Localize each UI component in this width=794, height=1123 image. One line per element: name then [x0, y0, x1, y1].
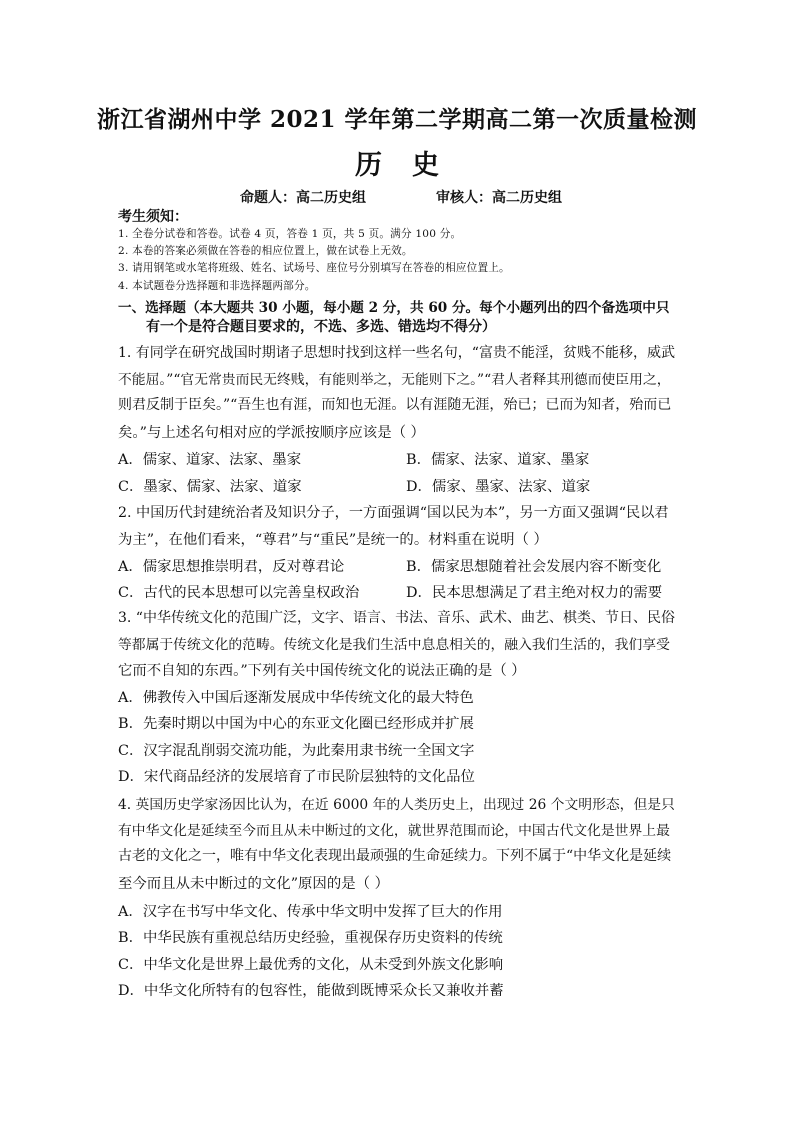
question-4-line: 古老的文化之一，唯有中华文化表现出最顽强的生命延续力。下列不属于“中华文化是延续	[118, 848, 672, 864]
question-1-option-b: B．儒家、法家、道家、墨家	[406, 452, 590, 468]
section-heading-cont: 有一个是符合题目要求的，不选、多选、错选均不得分）	[146, 319, 496, 335]
notice-item: 2. 本卷的答案必须做在答卷的相应位置上，做在试卷上无效。	[118, 245, 413, 257]
question-4-option-d: D．中华文化所特有的包容性，能做到既博采众长又兼收并蓄	[118, 983, 504, 999]
question-3-option-c: C．汉字混乱削弱交流功能，为此秦用隶书统一全国文字	[118, 743, 475, 759]
setter-label: 命题人：高二历史组	[240, 190, 366, 206]
notice-heading: 考生须知：	[118, 209, 188, 225]
question-4-option-b: B．中华民族有重视总结历史经验，重视保存历史资料的传统	[118, 930, 503, 946]
notice-item: 4. 本试题卷分选择题和非选择题两部分。	[118, 280, 316, 292]
question-2-option-d: D．民本思想满足了君主绝对权力的需要	[406, 585, 663, 601]
question-2-option-a: A．儒家思想推崇明君，反对尊君论	[118, 559, 345, 575]
notice-item: 1. 全卷分试卷和答卷。试卷 4 页，答卷 1 页，共 5 页。满分 100 分。	[118, 228, 462, 240]
question-3-line: 3. “中华传统文化的范围广泛，文字、语言、书法、音乐、武术、曲艺、棋类、节日、民俗	[118, 610, 675, 626]
question-4-line: 至今而且从未中断过的文化”原因的是（ ）	[118, 876, 389, 892]
question-1-line: 不能屈。”“官无常贵而民无终贱，有能则举之，无能则下之。”“君人者释其刑德而使臣用之，	[118, 372, 671, 388]
question-2-line: 2. 中国历代封建统治者及知识分子，一方面强调“国以民为本”，另一方面又强调“民以君	[118, 505, 669, 521]
question-2-line: 为主”，在他们看来，“尊君”与“重民”是统一的。材料重在说明（ ）	[118, 532, 548, 548]
section-heading: 一、选择题（本大题共 30 小题，每小题 2 分，共 60 分。每个小题列出的四个备选项中只	[118, 300, 670, 316]
question-4-option-a: A．汉字在书写中华文化、传承中华文明中发挥了巨大的作用	[118, 904, 503, 920]
question-4-line: 4. 英国历史学家汤因比认为，在近 6000 年的人类历史上，出现过 26 个文明形态，但是只	[118, 797, 675, 813]
question-3-option-a: A．佛教传入中国后逐渐发展成中华传统文化的最大特色	[118, 690, 474, 706]
question-1-option-a: A．儒家、道家、法家、墨家	[118, 452, 302, 468]
question-1-option-c: C．墨家、儒家、法家、道家	[118, 479, 302, 495]
question-2-option-c: C．古代的民本思想可以完善皇权政治	[118, 585, 360, 601]
subject-title: 历史	[355, 150, 469, 181]
question-3-option-d: D．宋代商品经济的发展培育了市民阶层独特的文化品位	[118, 769, 475, 785]
notice-item: 3. 请用钢笔或水笔将班级、姓名、试场号、座位号分别填写在答卷的相应位置上。	[118, 262, 510, 274]
exam-title: 浙江省湖州中学 2021 学年第二学期高二第一次质量检测	[96, 106, 698, 133]
question-3-line: 等都属于传统文化的范畴。传统文化是我们生活中息息相关的，融入我们生活的，我们享受	[118, 637, 670, 653]
question-4-line: 有中华文化是延续至今而且从未中断过的文化，就世界范围而论，中国古代文化是世界上最	[118, 823, 670, 839]
question-1-option-d: D．儒家、墨家、法家、道家	[406, 479, 591, 495]
question-4-option-c: C．中华文化是世界上最优秀的文化，从未受到外族文化影响	[118, 957, 504, 973]
question-1-line: 则君反制于臣矣。”“吾生也有涯，而知也无涯。以有涯随无涯，殆已；已而为知者，殆而已	[118, 397, 672, 413]
question-3-line: 它而不自知的东西。”下列有关中国传统文化的说法正确的是（ ）	[118, 663, 526, 679]
reviewer-label: 审核人：高二历史组	[436, 190, 562, 206]
question-1-line: 矣。”与上述名句相对应的学派按顺序应该是（ ）	[118, 425, 425, 441]
question-2-option-b: B．儒家思想随着社会发展内容不断变化	[406, 559, 662, 575]
question-3-option-b: B．先秦时期以中国为中心的东亚文化圈已经形成并扩展	[118, 716, 474, 732]
question-1-line: 1. 有同学在研究战国时期诸子思想时找到这样一些名句，“富贵不能淫，贫贱不能移，威武	[118, 345, 675, 361]
